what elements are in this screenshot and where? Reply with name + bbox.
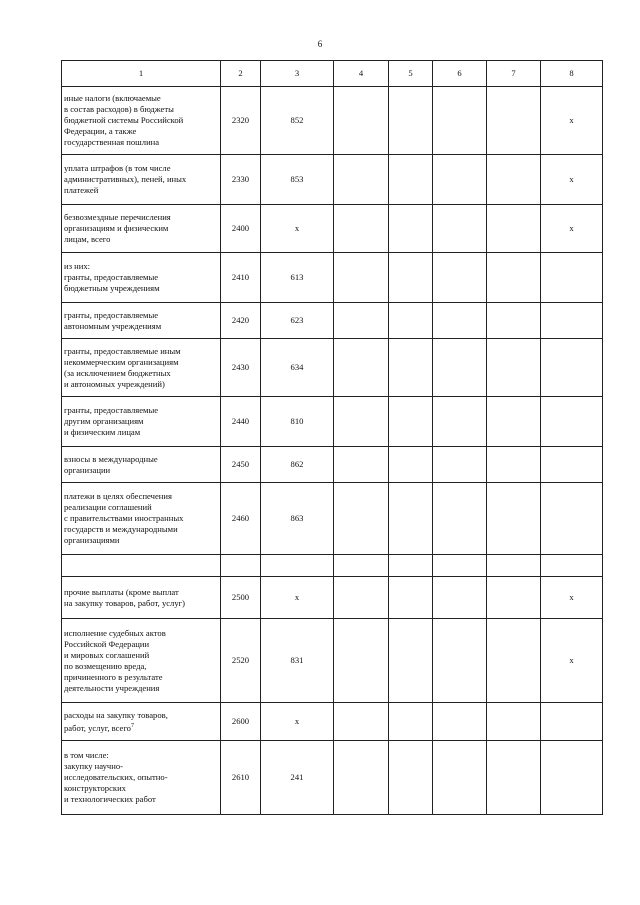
value-col4-cell [334, 339, 389, 397]
table-row [62, 87, 603, 155]
row-label-text: взносы в международные организации [64, 453, 158, 475]
row-label [62, 577, 221, 619]
row-label-text: безвозмездные перечисления организациям и физическим лицам, всего [64, 212, 171, 244]
row-label-text: уплата штрафов (в том числе административных), пеней, иных платежей [64, 163, 187, 195]
value-col4-cell [334, 253, 389, 303]
row-label-text: прочие выплаты (кроме выплат на закупку товаров, работ, услуг) [64, 586, 186, 608]
column-header: 3 [261, 61, 334, 87]
table-row [62, 155, 603, 205]
column-header: 2 [221, 61, 261, 87]
line-code-cell: 2440 [221, 397, 261, 447]
value-col5-cell [389, 339, 433, 397]
value-col6-cell [433, 339, 487, 397]
value-col4-cell [334, 447, 389, 483]
row-label [62, 155, 221, 205]
line-code-cell: 2430 [221, 339, 261, 397]
value-col6-cell [433, 703, 487, 741]
table-row [62, 577, 603, 619]
row-label-text: иные налоги (включаемые в состав расходов) в бюджеты бюджетной системы Российской Федерации, а также государственная пошлина [64, 93, 184, 147]
page-number: 6 [317, 39, 323, 49]
value-col5-cell [389, 619, 433, 703]
value-col8-cell: x [541, 205, 603, 253]
value-col4-cell [334, 619, 389, 703]
value-col6-cell [433, 741, 487, 815]
line-code-cell: 2420 [221, 303, 261, 339]
table-row [62, 741, 603, 815]
row-label-text: гранты, предоставляемые автономным учреждениям [64, 309, 162, 331]
value-col6-cell [433, 397, 487, 447]
value-col8-cell [541, 339, 603, 397]
value-col8-cell: x [541, 155, 603, 205]
value-col4-cell [334, 87, 389, 155]
value-col5-cell [389, 303, 433, 339]
value-col6-cell [433, 155, 487, 205]
value-col8-cell: x [541, 577, 603, 619]
row-label-text: из них: гранты, предоставляемые бюджетным учреждениям [64, 261, 160, 293]
value-col8-cell [541, 741, 603, 815]
value-col7-cell [487, 303, 541, 339]
budget-code-cell: 613 [261, 253, 334, 303]
value-col8-cell [541, 447, 603, 483]
table-row [62, 447, 603, 483]
value-col4-cell [334, 483, 389, 555]
row-label [62, 339, 221, 397]
row-label-text: расходы на закупку товаров, работ, услуг, всего [64, 709, 168, 733]
line-code-cell: 2600 [221, 703, 261, 741]
value-col6-cell [433, 555, 487, 577]
value-col7-cell [487, 447, 541, 483]
line-code-cell: 2460 [221, 483, 261, 555]
value-col5-cell [389, 87, 433, 155]
budget-code-cell [261, 555, 334, 577]
line-code-cell: 2330 [221, 155, 261, 205]
value-col4-cell [334, 741, 389, 815]
row-label [62, 555, 221, 577]
value-col7-cell [487, 155, 541, 205]
value-col5-cell [389, 447, 433, 483]
value-col7-cell [487, 577, 541, 619]
value-col4-cell [334, 577, 389, 619]
column-header: 7 [487, 61, 541, 87]
column-header: 1 [62, 61, 221, 87]
row-label-text: исполнение судебных актов Российской Федерации и мировых соглашений по возмещению вреда, причиненного в результате деятельности учреждения [64, 627, 166, 693]
budget-code-cell: 853 [261, 155, 334, 205]
value-col5-cell [389, 741, 433, 815]
value-col6-cell [433, 87, 487, 155]
row-label-text: гранты, предоставляемые другим организациям и физическим лицам [64, 405, 159, 437]
value-col5-cell [389, 205, 433, 253]
line-code-cell: 2500 [221, 577, 261, 619]
line-code-cell: 2400 [221, 205, 261, 253]
table-row [62, 619, 603, 703]
value-col6-cell [433, 577, 487, 619]
value-col5-cell [389, 555, 433, 577]
budget-code-cell: 862 [261, 447, 334, 483]
line-code-cell: 2320 [221, 87, 261, 155]
value-col8-cell: x [541, 87, 603, 155]
value-col7-cell [487, 703, 541, 741]
line-code-cell: 2520 [221, 619, 261, 703]
value-col7-cell [487, 483, 541, 555]
value-col4-cell [334, 155, 389, 205]
budget-code-cell: x [261, 703, 334, 741]
column-header: 4 [334, 61, 389, 87]
row-label [62, 483, 221, 555]
value-col7-cell [487, 555, 541, 577]
budget-code-cell: 852 [261, 87, 334, 155]
table-row [62, 555, 603, 577]
value-col4-cell [334, 397, 389, 447]
table-row [62, 397, 603, 447]
value-col6-cell [433, 205, 487, 253]
value-col8-cell [541, 303, 603, 339]
row-label [62, 703, 221, 741]
budget-code-cell: 241 [261, 741, 334, 815]
value-col7-cell [487, 397, 541, 447]
value-col5-cell [389, 703, 433, 741]
row-label [62, 741, 221, 815]
row-label [62, 619, 221, 703]
budget-code-cell: x [261, 577, 334, 619]
value-col5-cell [389, 253, 433, 303]
value-col7-cell [487, 619, 541, 703]
value-col5-cell [389, 155, 433, 205]
budget-code-cell: 634 [261, 339, 334, 397]
value-col8-cell [541, 253, 603, 303]
table-row [62, 205, 603, 253]
value-col4-cell [334, 205, 389, 253]
value-col5-cell [389, 397, 433, 447]
financial-plan-table [61, 60, 603, 815]
row-label-text: в том числе: закупку научно- исследовательских, опытно- конструкторских и технологических работ [64, 750, 168, 804]
line-code-cell: 2610 [221, 741, 261, 815]
footnote-marker: 7 [130, 722, 134, 729]
row-label [62, 205, 221, 253]
value-col8-cell [541, 483, 603, 555]
row-label [62, 303, 221, 339]
value-col6-cell [433, 253, 487, 303]
value-col5-cell [389, 577, 433, 619]
value-col4-cell [334, 303, 389, 339]
value-col6-cell [433, 447, 487, 483]
value-col8-cell [541, 555, 603, 577]
value-col6-cell [433, 303, 487, 339]
value-col4-cell [334, 703, 389, 741]
value-col6-cell [433, 483, 487, 555]
value-col7-cell [487, 87, 541, 155]
value-col8-cell [541, 703, 603, 741]
table-row [62, 339, 603, 397]
budget-code-cell: 831 [261, 619, 334, 703]
line-code-cell: 2410 [221, 253, 261, 303]
budget-code-cell: 623 [261, 303, 334, 339]
value-col4-cell [334, 555, 389, 577]
line-code-cell: 2450 [221, 447, 261, 483]
value-col7-cell [487, 741, 541, 815]
column-number-row [62, 61, 603, 87]
value-col6-cell [433, 619, 487, 703]
value-col7-cell [487, 205, 541, 253]
table-row [62, 303, 603, 339]
budget-code-cell: 810 [261, 397, 334, 447]
value-col7-cell [487, 253, 541, 303]
table-row [62, 253, 603, 303]
row-label-text: гранты, предоставляемые иным некоммерческим организациям (за исключением бюджетных и автономных учреждений) [64, 345, 181, 389]
budget-code-cell: 863 [261, 483, 334, 555]
value-col8-cell [541, 397, 603, 447]
column-header: 5 [389, 61, 433, 87]
table-row [62, 703, 603, 741]
column-header: 6 [433, 61, 487, 87]
row-label-text: платежи в целях обеспечения реализации соглашений с правительствами иностранных государств и международными организациями [64, 491, 184, 545]
value-col8-cell: x [541, 619, 603, 703]
row-label [62, 253, 221, 303]
column-header: 8 [541, 61, 603, 87]
row-label [62, 447, 221, 483]
row-label [62, 397, 221, 447]
value-col7-cell [487, 339, 541, 397]
table-row [62, 483, 603, 555]
line-code-cell [221, 555, 261, 577]
budget-code-cell: x [261, 205, 334, 253]
row-label [62, 87, 221, 155]
value-col5-cell [389, 483, 433, 555]
